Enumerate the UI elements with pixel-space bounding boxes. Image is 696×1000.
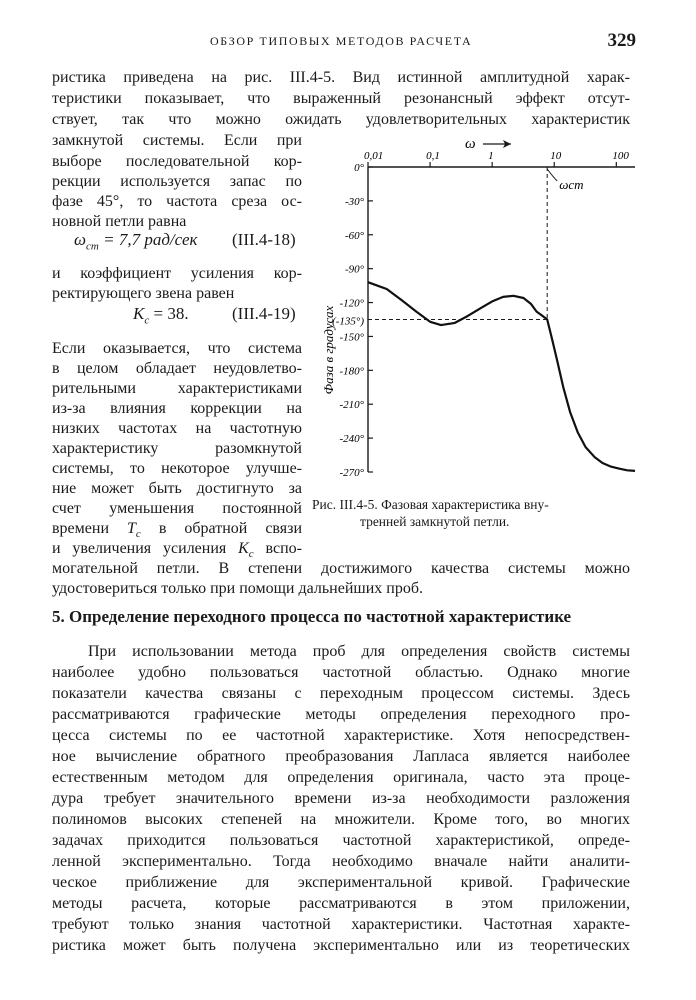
equation-subscript: cm: [86, 240, 99, 253]
text-line: рассматриваются графические методы определения переходного про-: [52, 706, 630, 723]
text-line: При использовании метода проб для определения свойств системы: [88, 643, 630, 660]
x-tick-label: 0,1: [426, 150, 440, 162]
phase-curve: [368, 282, 635, 471]
text-line: показатели качества связаны с переходным процессом системы. Здесь: [52, 685, 630, 702]
equation-symbol: ω: [74, 230, 87, 249]
y-axis-label: Фаза в градусах: [321, 305, 336, 395]
x-tick-label: 100: [612, 150, 629, 162]
math-symbol: K: [238, 540, 249, 557]
text-line: новной петли равна: [52, 213, 187, 230]
text-line: в целом обладает неудовлетво-: [52, 360, 302, 377]
y-tick-label: -60°: [344, 229, 364, 242]
text-line: методы расчета, которые рассматриваются в этом приложении,: [52, 895, 630, 912]
running-title: ОБЗОР ТИПОВЫХ МЕТОДОВ РАСЧЕТА: [210, 34, 473, 48]
equation-omega-cm: [74, 230, 197, 252]
text-line: замкнутой системы. Если при: [52, 132, 302, 149]
y-tick-label: 0°: [354, 162, 364, 174]
text-line: полиномов высоких степеней на множители. Кроме того, во многих: [52, 811, 630, 828]
section-title: 5. Определение переходного процесса по частотной характеристике: [52, 607, 572, 626]
marker-label: (-135°): [332, 315, 364, 328]
crossover-label: ωcm: [559, 177, 584, 192]
text-line: требуют только знания частотной характеристики. Частотная характе-: [52, 916, 630, 933]
text-line: рекции используется запас по: [52, 173, 302, 190]
text-line: счет уменьшения постоянной: [52, 500, 302, 517]
equation-kc: [133, 304, 189, 326]
text-line: цесса системы по ее частотной характеристике. Хотя непосредствен-: [52, 727, 630, 744]
y-tick-label: -240°: [339, 433, 364, 446]
x-axis-label: ω: [465, 136, 476, 152]
crossover-pointer: [547, 169, 557, 181]
text-line: ние может быть достигнуто за: [52, 480, 302, 497]
text-fragment: времени: [52, 520, 128, 537]
y-tick-label: -210°: [339, 399, 364, 412]
text-line: ствует, так что можно ожидать удовлетворительных характеристик: [52, 111, 630, 128]
equation-symbol: K: [133, 304, 145, 323]
text-line: ное вычисление обратного преобразования Лапласа является наиболее: [52, 748, 630, 765]
text-line: выборе последовательной кор-: [52, 153, 302, 170]
y-tick-label: -30°: [344, 195, 364, 208]
equation-value: = 7,7 рад/сек: [98, 230, 198, 249]
x-tick-label: 1: [488, 150, 494, 162]
text-line: системы, то некоторое улучше-: [52, 460, 302, 477]
text-line: дура требует значительного времени из-за необходимости разложения: [52, 790, 630, 807]
equation-subscript: c: [144, 314, 150, 327]
equation-value: = 38.: [149, 304, 189, 323]
text-line: естественным методом для определения оригинала, часто эта проце-: [52, 769, 630, 786]
text-line: рительными характеристиками: [52, 380, 302, 397]
equation-number: (III.4-18): [232, 230, 296, 249]
text-line: наиболее удобно пользоваться частотной областью. Однако многие: [52, 664, 630, 681]
text-line: ристика приведена на рис. III.4-5. Вид истинной амплитудной харак-: [52, 69, 630, 86]
text-line: характеристику разомкнутой: [52, 440, 302, 457]
y-tick-label: -90°: [344, 263, 364, 276]
text-line: ристика может быть получена экспериментально или из теоретических: [52, 937, 630, 954]
figure-caption-line-2: тренней замкнутой петли.: [360, 514, 510, 529]
equation-number: (III.4-19): [232, 304, 296, 323]
y-tick-label: -180°: [339, 365, 364, 378]
text-line: могательной петли. В степени достижимого качества системы можно: [52, 560, 630, 577]
text-line: ческое приближение для экспериментальной кривой. Графические: [52, 874, 630, 891]
math-subscript: c: [135, 528, 141, 541]
figure-caption-line-1: Рис. III.4-5. Фазовая характеристика вну-: [312, 497, 549, 512]
text-line: теристики показывает, что выраженный резонансный эффект отсут-: [52, 90, 630, 107]
text-line: удостовериться только при помощи дальнейших проб.: [52, 580, 423, 597]
text-line: из-за влияния коррекции на: [52, 400, 302, 417]
x-tick-label: 10: [550, 150, 562, 162]
math-subscript: c: [248, 548, 254, 561]
text-line: задачах приходится пользоваться частотной характеристикой, опреде-: [52, 832, 630, 849]
y-tick-label: -270°: [339, 467, 364, 479]
text-fragment: вспо-: [253, 540, 302, 557]
text-line: ленной экспериментально. Тогда необходимо вначале найти аналити-: [52, 853, 630, 870]
text-line: низких частотах на частотную: [52, 420, 302, 437]
text-fragment: и увеличения усиления: [52, 540, 239, 557]
text-line: ректирующего звена равен: [52, 285, 235, 302]
y-tick-label: -120°: [339, 297, 364, 310]
phase-chart: [305, 130, 640, 505]
text-line: и коэффициент усиления кор-: [52, 265, 302, 282]
page-number: 329: [607, 30, 636, 51]
text-line: Если оказывается, что система: [52, 340, 302, 357]
x-tick-label: 0,01: [364, 150, 384, 162]
y-tick-label: -150°: [339, 331, 364, 344]
math-symbol: T: [127, 520, 136, 537]
text-line: фазе 45°, то частота среза ос-: [52, 193, 302, 210]
text-fragment: в обратной связи: [140, 520, 302, 537]
